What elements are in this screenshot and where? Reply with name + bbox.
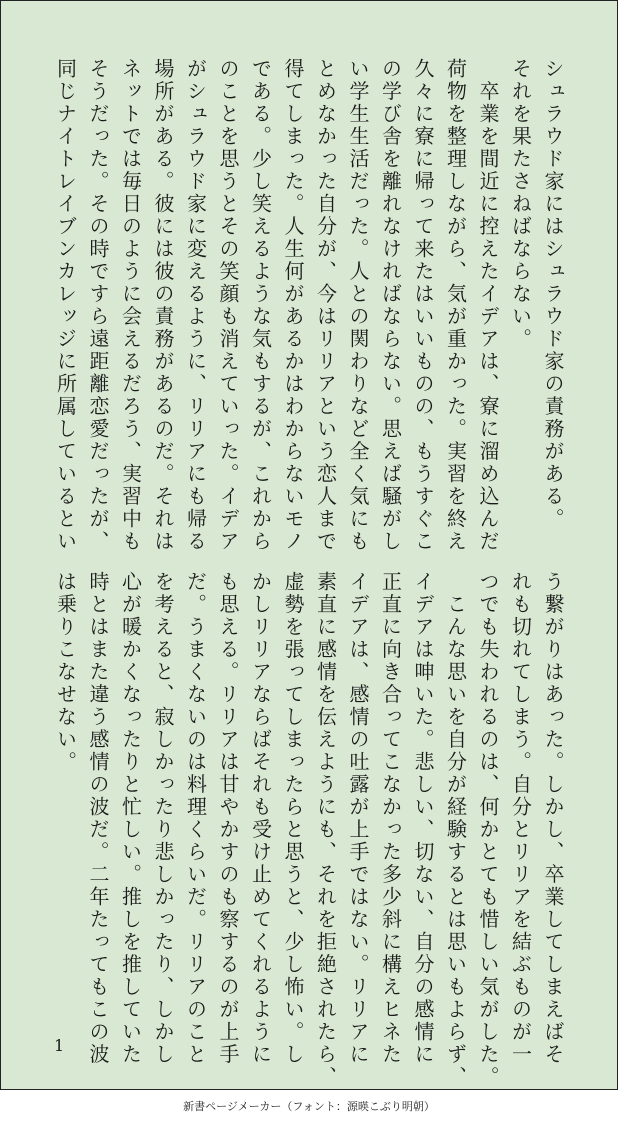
text-line: 正直に向き合ってこなかった多少斜に構えヒネた bbox=[378, 571, 403, 1066]
text-line: かしリリアならばそれも受け止めてくれるように bbox=[248, 571, 273, 1066]
text-line: とめなかった自分が、今はリリアという恋人まで bbox=[313, 58, 338, 553]
text-line: 場所がある。彼には彼の責務があるのだ。それは bbox=[151, 58, 175, 553]
text-line: である。少し笑えるような気もするが、これから bbox=[248, 58, 273, 553]
text-line: 同じナイトレイブンカレッジに所属しているとい bbox=[53, 58, 78, 553]
generator-caption: 新書ページメーカー（フォント：源暎こぶり明朝） bbox=[183, 1100, 435, 1113]
text-line: 卒業を間近に控えたイデアは、寮に溜め込んだ bbox=[476, 58, 500, 553]
text-line: を考えると、寂しかったり悲しかったり、しかし bbox=[151, 571, 175, 1066]
text-line: シュラウド家にはシュラウド家の責務がある。 bbox=[541, 58, 565, 531]
text-line: 久々に寮に帰って来たはいいものの、もうすぐこ bbox=[411, 58, 435, 553]
text-line: それを果たさねばならない。 bbox=[508, 58, 533, 351]
text-line: 素直に感情を伝えようにも、それを拒絶されたら、 bbox=[313, 571, 338, 1089]
text-line: 時とはまた違う感情の波だ。二年たってもこの波 bbox=[86, 571, 110, 1066]
text-line: がシュラウド家に変えるように、リリアにも帰る bbox=[183, 58, 208, 553]
text-line: 虚勢を張ってしまったらと思うと、少し怖い。し bbox=[281, 571, 305, 1066]
page-number: 1 bbox=[54, 1036, 65, 1055]
text-line: そうだった。その時ですら遠距離恋愛だったが、 bbox=[86, 58, 110, 553]
text-line: う繋がりはあった。しかし、卒業してしまえばそ bbox=[541, 571, 565, 1066]
text-line: イデアは、感情の吐露が上手ではない。リリアに bbox=[346, 571, 370, 1066]
text-line: のことを思うとその笑顔も消えていった。イデア bbox=[216, 58, 240, 553]
text-line: れも切れてしまう。自分とリリアを結ぶものが一 bbox=[508, 571, 533, 1066]
upper-text-block bbox=[49, 58, 569, 553]
text-line: 得てしまった。人生何があるかはわからないモノ bbox=[281, 58, 305, 553]
text-line: の学び舎を離れなければならない。思えば騒がし bbox=[378, 58, 403, 553]
text-line: も思える。リリアは甘やかすのも察するのが上手 bbox=[216, 571, 240, 1066]
text-line: い学生生活だった。人との関わりなど全く気にも bbox=[346, 58, 370, 553]
text-line: ネットでは毎日のように会えるだろう、実習中も bbox=[118, 58, 143, 553]
text-line: だ。うまくないのは料理くらいだ。リリアのこと bbox=[183, 571, 208, 1066]
lower-text-block bbox=[49, 571, 569, 1089]
text-line: は乗りこなせない。 bbox=[53, 571, 78, 774]
text-line: イデアは呻いた。悲しい、切ない、自分の感情に bbox=[411, 571, 435, 1066]
text-line: 荷物を整理しながら、気が重かった。実習を終え bbox=[443, 58, 468, 553]
text-line: 心が暖かくなったりと忙しい。推しを推していた bbox=[118, 571, 143, 1066]
text-line: こんな思いを自分が経験するとは思いもよらず、 bbox=[443, 571, 468, 1089]
text-line: つでも失われるのは、何かとても惜しい気がした。 bbox=[476, 571, 500, 1089]
